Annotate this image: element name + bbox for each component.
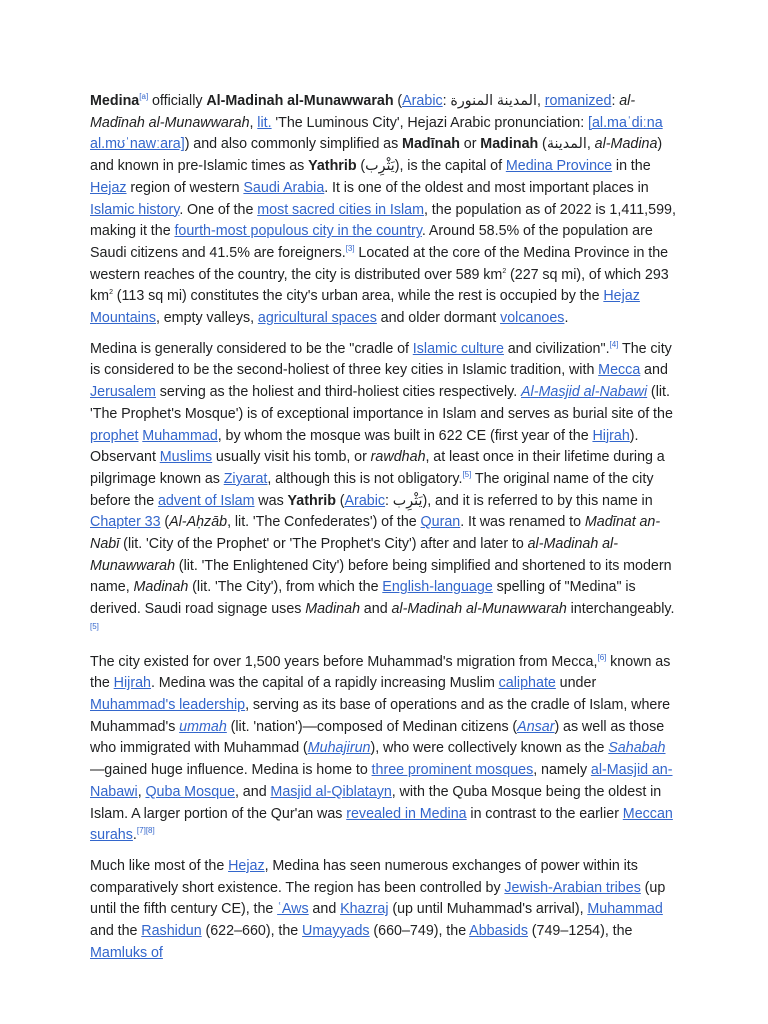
link-romanized[interactable]: romanized [544,93,612,109]
italic-term: Madinah [133,579,189,596]
link-populous-city[interactable]: fourth-most populous city in the country [174,223,422,240]
link-rashidun[interactable]: Rashidun [141,923,202,940]
text: and [308,901,341,918]
link-ziyarat[interactable]: Ziyarat [223,470,268,487]
text: , by whom the mosque was built in 622 CE (first year of the [217,427,593,444]
superscript-2: 2 [502,267,507,275]
link-muhammad[interactable]: Muhammad [587,901,663,918]
bold-term: Yathrib [308,158,357,175]
ref-7[interactable] [137,826,146,835]
text: and [640,362,668,379]
text: , [249,114,258,131]
ref-link[interactable]: [5] [90,622,99,632]
lead-paragraph-2 [90,339,678,643]
text: , at least once in their lifetime during a pilgrimage known as [90,449,665,487]
arabic-text: يَثْرِب [365,158,395,175]
text: known as the [90,653,671,692]
link-sacred-cities[interactable]: most sacred cities in Islam [257,201,425,218]
italic-term: rawdhah [370,449,426,466]
lead-paragraph-3 [90,652,678,847]
link-umayyads[interactable]: Umayyads [302,923,370,940]
link-saudi-arabia[interactable]: Saudi Arabia [243,179,325,196]
superscript-2: 2 [109,289,113,297]
link-al-masjid-al-nabawi[interactable]: Al-Masjid al-Nabawi [521,384,648,401]
ref-link[interactable]: [3] [345,244,355,254]
ref-link[interactable]: [6] [597,652,607,662]
link-ansar[interactable]: Ansar [517,718,555,735]
lead-paragraph-4 [90,856,678,965]
link-jerusalem[interactable]: Jerusalem [90,384,156,401]
link-hejaz-mountains[interactable]: Hejaz Mountains [90,288,640,327]
link-al-masjid-an-nabawi[interactable]: al-Masjid an-Nabawi [90,762,673,800]
text: . Medina was the capital of a rapidly increasing Muslim [151,675,499,692]
text: ( [335,492,345,509]
text: , Medina has seen numerous exchanges of power within its comparatively short existence. The region has been controlled by [90,857,638,896]
link-mamluks[interactable]: Mamluks of [90,944,163,961]
article-title-bold: Medina [90,93,140,109]
text: officially [148,93,207,109]
text: Medina is generally considered to be the "cradle of [90,340,413,357]
text: (lit. 'nation')—composed of Medinan citizens ( [226,718,518,735]
bold-term: Al-Madinah al-Munawwarah [206,93,394,109]
text: interchangeably. [566,601,675,618]
ref-link[interactable]: [5] [462,470,472,480]
text: under [555,675,597,692]
link-jewish-arabian-tribes[interactable]: Jewish-Arabian tribes [504,879,641,896]
ref-link[interactable]: [8] [145,826,155,836]
text: , with the Quba Mosque being the oldest in Islam. A larger portion of the Qur'an was [90,783,662,822]
italic-term: al-Madinah al-Munawwarah [90,536,618,574]
ref-link[interactable]: [a] [139,92,149,102]
text: , serving as its base of operations and as the cradle of Islam, where Muhammad's [90,696,671,735]
text: (660–749), the [369,923,470,940]
ref-link[interactable]: [7] [136,826,146,836]
link-muslims[interactable]: Muslims [159,449,213,466]
ref-link[interactable]: [4] [609,339,619,349]
link-agricultural-spaces[interactable]: agricultural spaces [257,310,377,327]
text: , empty valleys, [155,310,258,327]
text: ( [393,93,403,109]
link-three-prominent-mosques[interactable]: three prominent mosques [371,762,534,779]
link-muhammad[interactable]: Muhammad [142,427,218,444]
link-quba-mosque[interactable]: Quba Mosque [145,783,236,800]
link-prophet[interactable]: prophet [90,427,139,444]
ref-3[interactable] [346,244,355,253]
text: serving as the holiest and third-holiest cities respectively. [155,384,522,401]
link-aws[interactable]: ʿAws [277,901,309,918]
text: ), and it is referred to by this name in [422,492,653,509]
text: ( [160,514,170,531]
text: The city existed for over 1,500 years before Muhammad's migration from Mecca, [90,653,598,670]
link-caliphate[interactable]: caliphate [498,675,556,692]
link-abbasids[interactable]: Abbasids [469,923,528,940]
link-volcanoes[interactable]: volcanoes [500,310,565,327]
bold-term: Madinah [480,136,539,153]
lead-paragraph-1 [90,91,678,330]
bold-term: Madīnah [402,136,461,153]
text: (lit. 'The Prophet's Mosque') is of exceptional importance in Islam and serves as burial site of the [90,384,673,422]
text: (113 sq mi) constitutes the city's urban area, while the rest is occupied by the [112,288,604,305]
text: (622–660), the [201,923,303,940]
text: , and [235,783,271,800]
arabic-text: المدينة المنورة [450,93,537,109]
bold-term: Yathrib [287,492,336,509]
text: : [385,492,393,509]
text: ) and also commonly simplified as [184,136,403,153]
text: 'The Luminous City', Hejazi Arabic pronunciation: [271,114,588,131]
text: and civilization". [503,340,610,357]
text: . It was renamed to [460,514,585,531]
text: : [611,93,620,109]
link-khazraj[interactable]: Khazraj [340,901,389,918]
link-ummah[interactable]: ummah [179,718,227,735]
text: (up until the fifth century CE), the [90,879,666,918]
link-medina-province[interactable]: Medina Province [505,158,613,175]
text: ), who were collectively known as the [370,740,609,757]
link-revealed-in-medina[interactable]: revealed in Medina [346,805,467,822]
ref-a[interactable] [139,92,148,101]
text: ). Observant [90,427,639,466]
link-quran[interactable]: Quran [420,514,461,531]
link-muhammads-leadership[interactable]: Muhammad's leadership [90,696,246,713]
text: (749–1254), the [527,923,633,940]
link-english-language[interactable]: English-language [382,579,493,596]
text: , [137,783,146,800]
link-islamic-history[interactable]: Islamic history [90,201,180,218]
text: or [460,136,481,153]
italic-term: al-Madinah al-Munawwarah [391,601,567,618]
link-hijrah[interactable]: Hijrah [592,427,630,444]
text: was [254,492,288,509]
text: (lit. 'The Enlightened City') before being simplified and shortened to its modern name, [90,557,672,596]
link-sahabah[interactable]: Sahabah [608,740,666,757]
text: : [442,93,451,109]
text: Located at the core of the Medina Province in the western reaches of the country, the city is distributed over 589 km [90,244,669,283]
text: ( [538,136,547,153]
link-muhajirun[interactable]: Muhajirun [307,740,371,757]
link-arabic[interactable]: Arabic [402,93,443,109]
link-mecca[interactable]: Mecca [598,362,641,379]
text: ), is the capital of [394,158,506,175]
text: and older dormant [376,310,501,327]
text: The original name of the city before the [90,470,654,509]
ref-8[interactable] [146,826,155,835]
article-body [90,91,678,973]
text: region of western [126,179,244,196]
text: in the [612,158,651,175]
text: ) and known in pre-Islamic times as [90,136,663,175]
text: , namely [533,762,591,779]
italic-term: al-Madīnah al-Munawwarah [90,93,636,131]
text: usually visit his tomb, or [212,449,371,466]
link-hijrah[interactable]: Hijrah [113,675,151,692]
italic-term: Madīnat an-Nabī [90,514,661,553]
link-ipa[interactable]: [al.maˈdiːna al.mʊˈnawːara] [90,114,663,153]
link-lit[interactable]: lit. [257,114,272,131]
text: (up until Muhammad's arrival), [388,901,588,918]
link-hejaz[interactable]: Hejaz [228,857,265,874]
text: . [564,310,569,327]
text: in contrast to the earlier [466,805,623,822]
link-arabic[interactable]: Arabic [344,492,386,509]
text: ( [356,158,366,175]
arabic-text: يَثْرِب [392,492,423,509]
text: . [132,827,137,844]
text: . One of the [179,201,258,218]
text: (lit. 'City of the Prophet' or 'The Prophet's City') after and later to [119,536,528,553]
link-islamic-culture[interactable]: Islamic culture [412,340,504,357]
link-hejaz[interactable]: Hejaz [90,179,127,196]
link-meccan-surahs[interactable]: Meccan surahs [90,805,673,844]
link-advent-of-islam[interactable]: advent of Islam [157,492,255,509]
text: The city is considered to be the second-holiest of three key cities in Islamic tradition, with [90,340,672,379]
link-chapter-33[interactable]: Chapter 33 [90,514,161,531]
text: —gained huge influence. Medina is home to [90,762,372,779]
text: . Around 58.5% of the population are Saudi citizens and 41.5% are foreigners. [90,223,653,261]
text: . It is one of the oldest and most important places in [324,179,649,196]
text: (lit. 'The City'), from which the [188,579,383,596]
italic-term: Madinah [305,601,361,618]
text: , [536,93,545,109]
italic-term: al-Madina [594,136,658,153]
italic-term: Al-Aḥzāb [169,514,228,531]
arabic-text: المدينة [546,136,587,153]
ref-5[interactable] [90,622,99,631]
text: and the [90,923,142,940]
text: (227 sq mi), of which 293 km [90,266,669,305]
text: , [586,136,595,153]
text: , the population as of 2022 is 1,411,599, making it the [90,201,676,240]
text: , although this is not obligatory. [267,470,463,487]
text: Much like most of the [90,857,229,874]
text: , lit. 'The Confederates') of the [227,514,421,531]
link-masjid-al-qiblatayn[interactable]: Masjid al-Qiblatayn [270,783,392,800]
text: spelling of "Medina" is derived. Saudi road signage uses [90,579,636,618]
text: ) as well as those who immigrated with Muhammad ( [90,718,665,757]
text: and [360,601,392,618]
